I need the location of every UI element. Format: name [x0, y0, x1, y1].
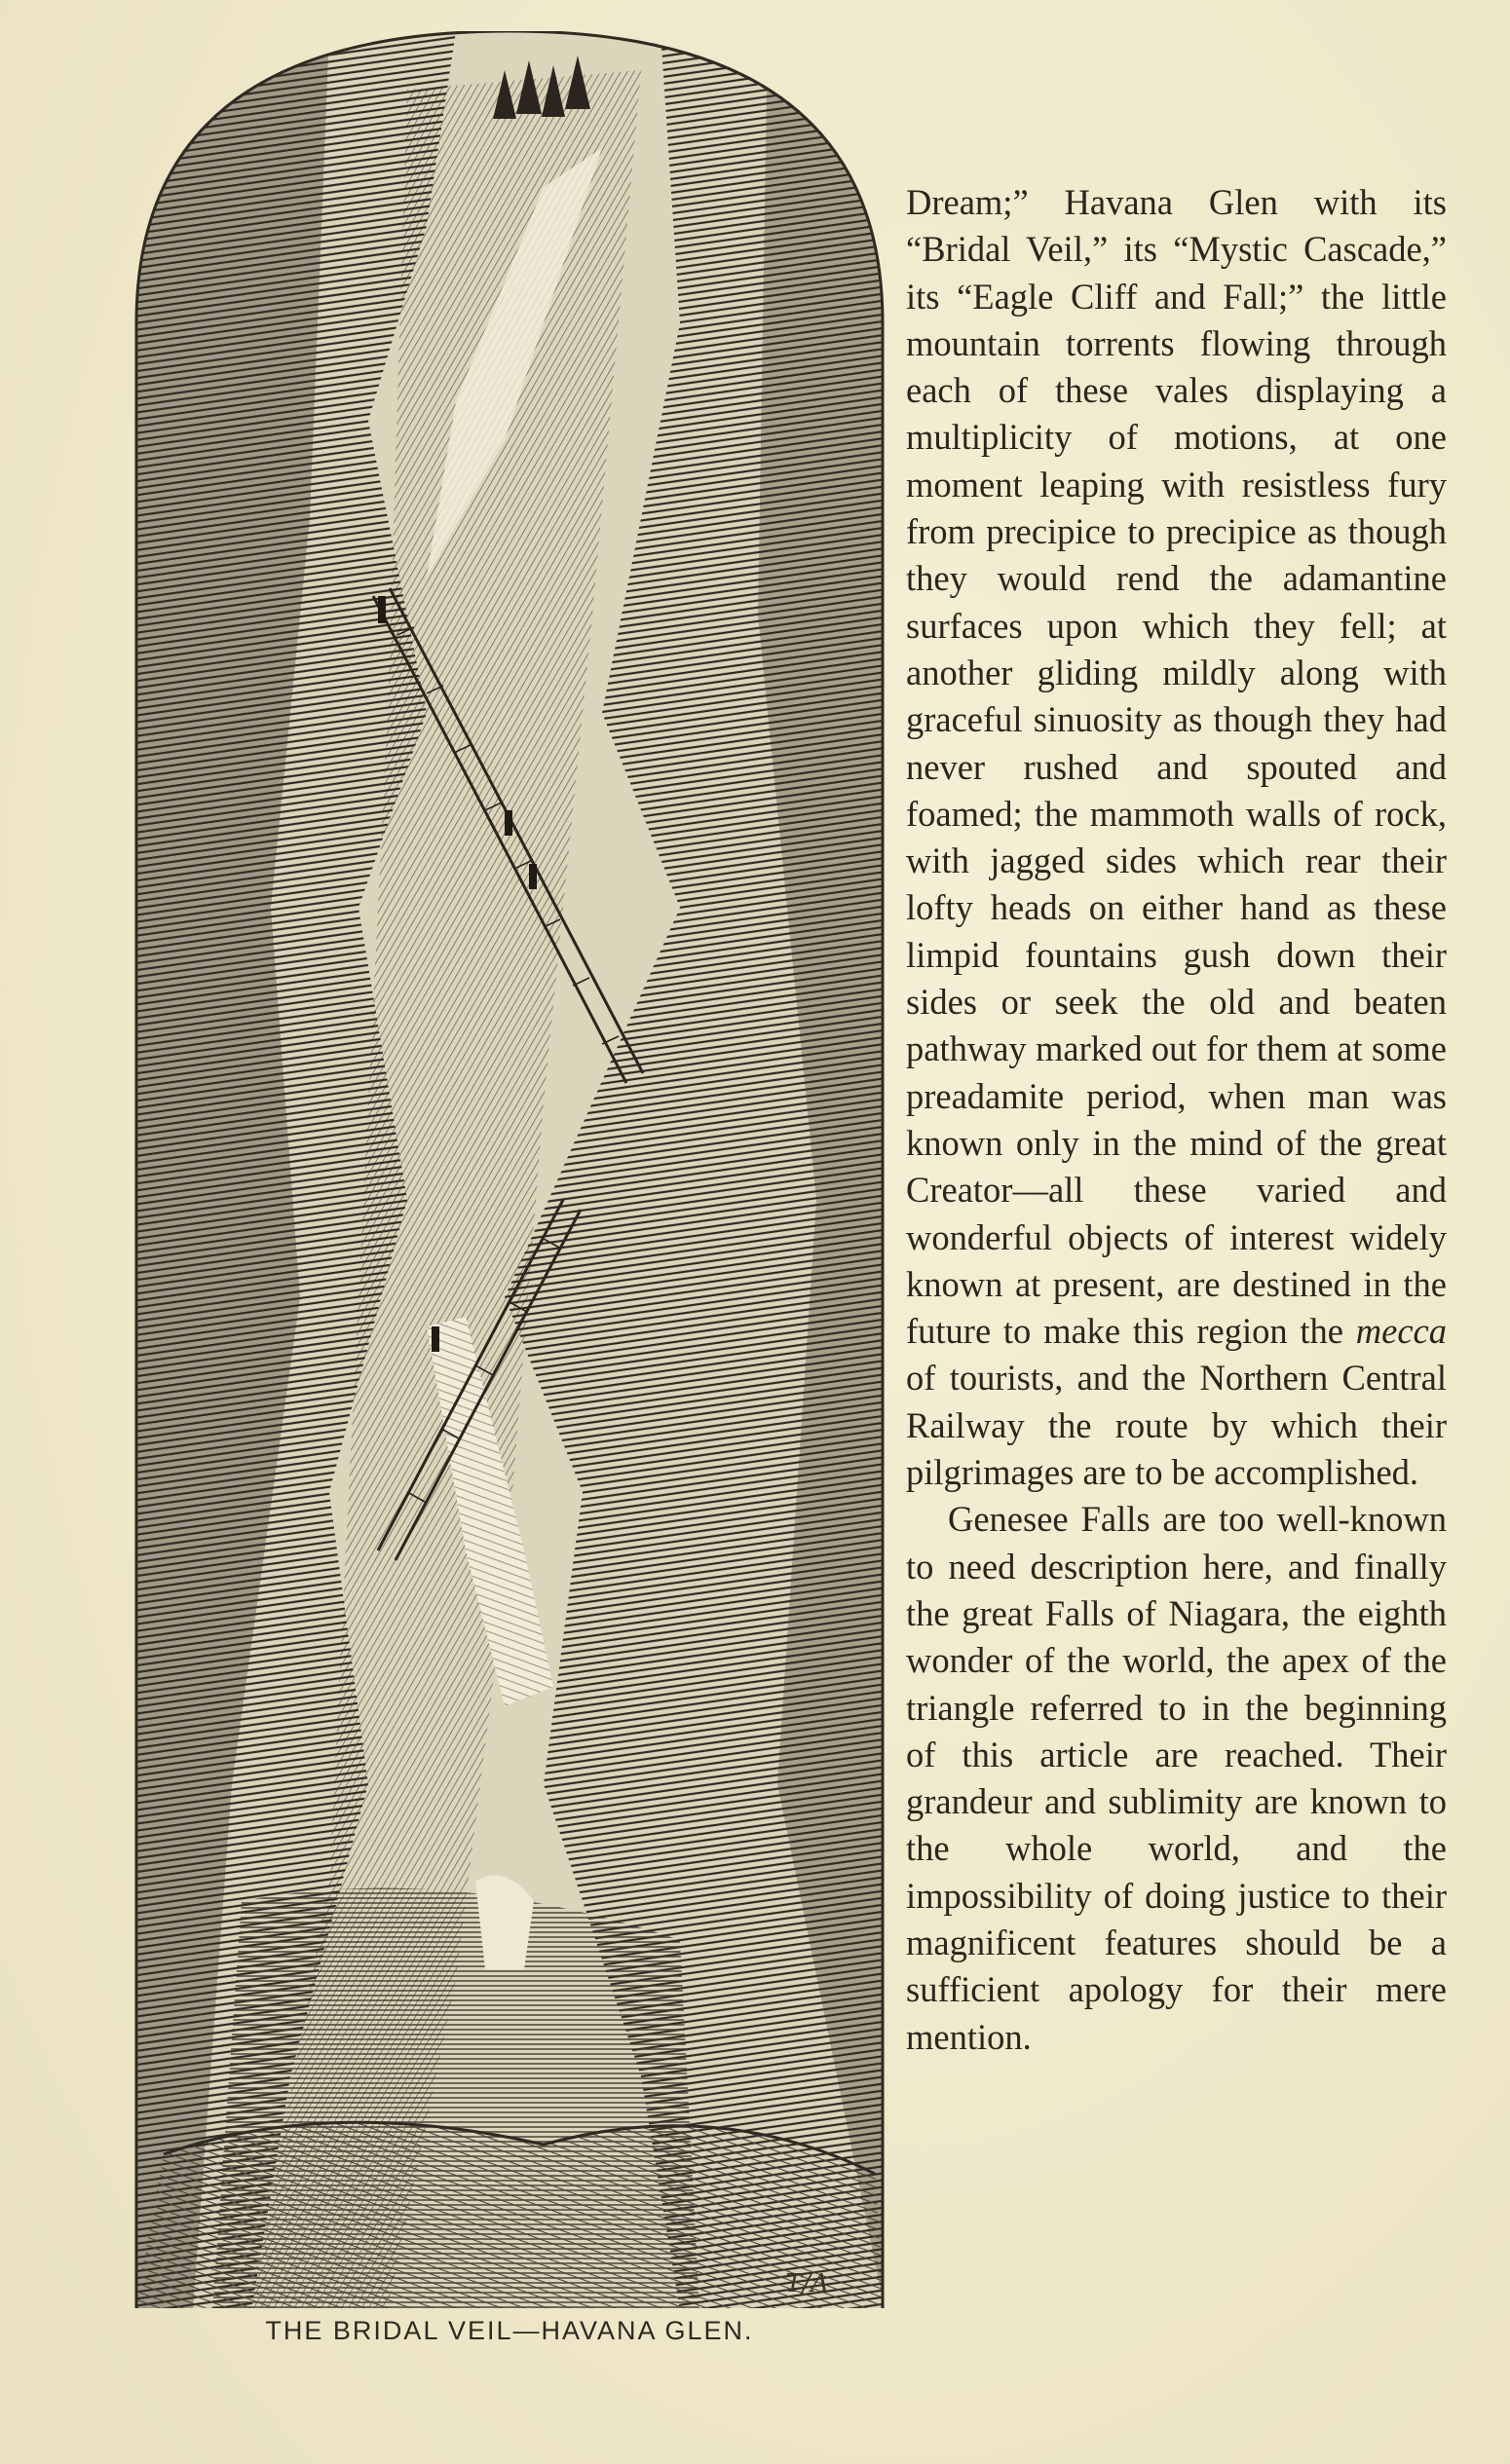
paragraph-1-text: Dream;” Havana Glen with its “Bridal Veil,” its “Mystic Cascade,” its “Eagle Cliff and Fall;” the little mountain torrents flowing through each of these vales displaying a multiplicity of motions, at one moment leaping with resistless fury from precipice to precipice as though they would rend the adamantine surfaces upon which they fell; at another gliding mildly along with graceful sinuosity as though they had never rushed and spouted and foamed; the mammoth walls of rock, with jagged sides which rear their lofty heads on either hand as these limpid fountains gush down their sides or seek the old and beaten pathway marked out for them at some preadamite period, when man was known only in the mind of the great Creator—all these varied and wonderful objects of interest widely known at present, are destined in the future to make this region the [906, 182, 1447, 1352]
paragraph-1-text-end: of tourists, and the Northern Central Railway the route by which their pilgrimages are to be accomplished. [906, 1358, 1447, 1493]
illustration-caption: THE BRIDAL VEIL—HAVANA GLEN. [265, 2316, 754, 2345]
body-text-column [906, 179, 1447, 2061]
paragraph-1 [906, 179, 1447, 1496]
engraving-bridal-veil [134, 31, 885, 2310]
engraver-signature: T/A [785, 2269, 829, 2298]
paragraph-2: Genesee Falls are too well-known to need description here, and finally the great Falls of Niagara, the eighth wonder of the world, the apex of the triangle referred to in the beginning of this article are reached. Their grandeur and sublimity are known to the whole world, and the impossibility of doing justice to their magnificent features should be a sufficient apology for their mere mention. [906, 1499, 1447, 2057]
gorge-engraving-svg [134, 31, 885, 2310]
emphasis-mecca: mecca [1355, 1311, 1447, 1352]
